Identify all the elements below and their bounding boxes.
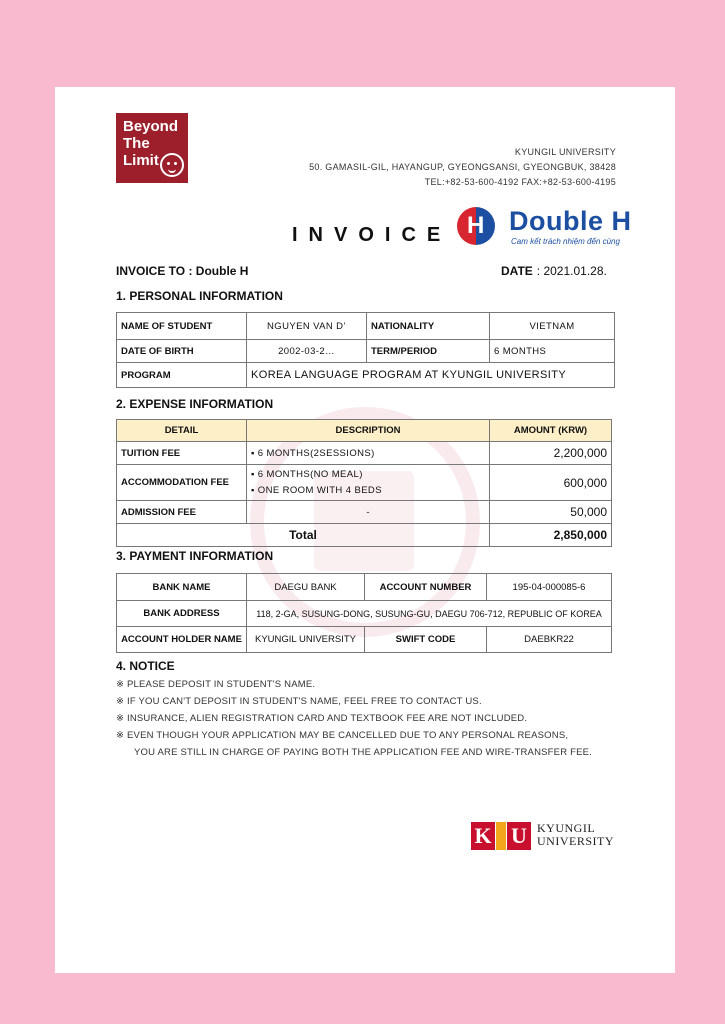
double-h-name: Double H (509, 206, 632, 236)
kiu-logo-u: U (507, 822, 531, 850)
payment-info-table (116, 573, 612, 653)
double-h-logo (455, 204, 635, 252)
description-line: ▪ 6 MONTHS(NO MEAL) (251, 468, 363, 480)
account-number-label: ACCOUNT NUMBER (365, 574, 487, 601)
expense-amount: 600,000 (490, 465, 612, 501)
dob-value: 2002-03-2… (247, 340, 367, 363)
kiu-logo-k: K (471, 822, 495, 850)
nationality-value: VIETNAM (490, 313, 615, 340)
term-value: 6 MONTHS (490, 340, 615, 363)
kyungil-university-logo (469, 817, 619, 857)
date-label: DATE (501, 264, 533, 278)
table-row (117, 465, 612, 501)
section-notice-heading: 4. NOTICE (116, 659, 175, 673)
table-row (117, 363, 615, 388)
brand-logo-line: The (123, 135, 150, 152)
table-row (117, 313, 615, 340)
table-row (117, 601, 612, 627)
account-number-value: 195-04-000085-6 (487, 574, 612, 601)
expense-detail: ADMISSION FEE (117, 501, 247, 524)
double-h-letter: H (467, 212, 485, 239)
invoice-date (501, 264, 607, 278)
brand-logo-line: Beyond (123, 118, 179, 135)
dob-label: DATE OF BIRTH (117, 340, 247, 363)
expense-description (247, 465, 490, 501)
section-payment-heading: 3. PAYMENT INFORMATION (116, 549, 274, 563)
total-value: 2,850,000 (490, 524, 612, 547)
swift-code-value: DAEBKR22 (487, 627, 612, 653)
amount-header: AMOUNT (KRW) (490, 420, 612, 442)
kiu-logo-text (537, 822, 614, 848)
section-personal-heading: 1. PERSONAL INFORMATION (116, 289, 283, 303)
program-label: PROGRAM (117, 363, 247, 388)
expense-amount: 2,200,000 (490, 442, 612, 465)
table-row (117, 442, 612, 465)
account-holder-value: KYUNGIL UNIVERSITY (247, 627, 365, 653)
expense-amount: 50,000 (490, 501, 612, 524)
description-header: DESCRIPTION (247, 420, 490, 442)
bank-name-value: DAEGU BANK (247, 574, 365, 601)
notice-continuation: YOU ARE STILL IN CHARGE OF PAYING BOTH THE APPLICATION FEE AND WIRE-TRANSFER FEE. (134, 747, 593, 758)
university-name: KYUNGIL UNIVERSITY (514, 147, 616, 157)
expense-detail: TUITION FEE (117, 442, 247, 465)
university-contact: TEL:+82-53-600-4192 FAX:+82-53-600-4195 (424, 177, 616, 187)
table-row (117, 627, 612, 653)
expense-description: - (247, 501, 490, 524)
term-label: TERM/PERIOD (367, 340, 490, 363)
total-row (117, 524, 612, 547)
notice-section (116, 659, 616, 761)
notice-item: ※ EVEN THOUGH YOUR APPLICATION MAY BE CANCELLED DUE TO ANY PERSONAL REASONS, (116, 730, 569, 741)
nationality-label: NATIONALITY (367, 313, 490, 340)
kiu-logo-line: KYUNGIL (537, 821, 596, 835)
brand-logo-line: Limit (123, 152, 159, 169)
table-row (117, 574, 612, 601)
name-label: NAME OF STUDENT (117, 313, 247, 340)
expense-detail: ACCOMMODATION FEE (117, 465, 247, 501)
date-value: : 2021.01.28. (536, 264, 607, 278)
notice-item: ※ INSURANCE, ALIEN REGISTRATION CARD AND TEXTBOOK FEE ARE NOT INCLUDED. (116, 713, 528, 724)
table-header-row (117, 420, 612, 442)
section-expense-heading: 2. EXPENSE INFORMATION (116, 397, 274, 411)
total-label: Total (117, 524, 490, 547)
detail-header: DETAIL (117, 420, 247, 442)
university-address: 50. GAMASIL-GIL, HAYANGUP, GYEONGSANSI, GYEONGBUK, 38428 (309, 162, 616, 172)
notice-item: ※ PLEASE DEPOSIT IN STUDENT'S NAME. (116, 679, 316, 690)
swift-code-label: SWIFT CODE (365, 627, 487, 653)
bank-address-value: 118, 2-GA, SUSUNG-DONG, SUSUNG-GU, DAEGU 706-712, REPUBLIC OF KOREA (247, 601, 612, 627)
invoice-page (55, 87, 675, 973)
gorilla-face-icon (160, 153, 184, 177)
expense-table (116, 419, 612, 547)
double-h-tagline: Cam kết trách nhiệm đến cùng (511, 237, 620, 246)
kiu-logo-bar-icon (496, 822, 506, 850)
table-row (117, 340, 615, 363)
personal-info-table (116, 312, 615, 388)
table-row (117, 501, 612, 524)
university-header (309, 145, 616, 190)
kiu-logo-line: UNIVERSITY (537, 834, 614, 848)
expense-description: ▪ 6 MONTHS(2SESSIONS) (247, 442, 490, 465)
invoice-title: INVOICE (292, 224, 452, 246)
beyond-the-limit-logo (116, 113, 188, 183)
invoice-to: INVOICE TO : Double H (116, 264, 249, 278)
double-h-emblem-icon (457, 207, 495, 245)
program-value: KOREA LANGUAGE PROGRAM AT KYUNGIL UNIVERSITY (247, 363, 615, 388)
account-holder-label: ACCOUNT HOLDER NAME (117, 627, 247, 653)
name-value: NGUYEN VAN D’ (247, 313, 367, 340)
notice-item: ※ IF YOU CAN'T DEPOSIT IN STUDENT'S NAME, FEEL FREE TO CONTACT US. (116, 696, 482, 707)
description-line: ▪ ONE ROOM WITH 4 BEDS (251, 484, 382, 496)
bank-name-label: BANK NAME (117, 574, 247, 601)
bank-address-label: BANK ADDRESS (117, 601, 247, 627)
